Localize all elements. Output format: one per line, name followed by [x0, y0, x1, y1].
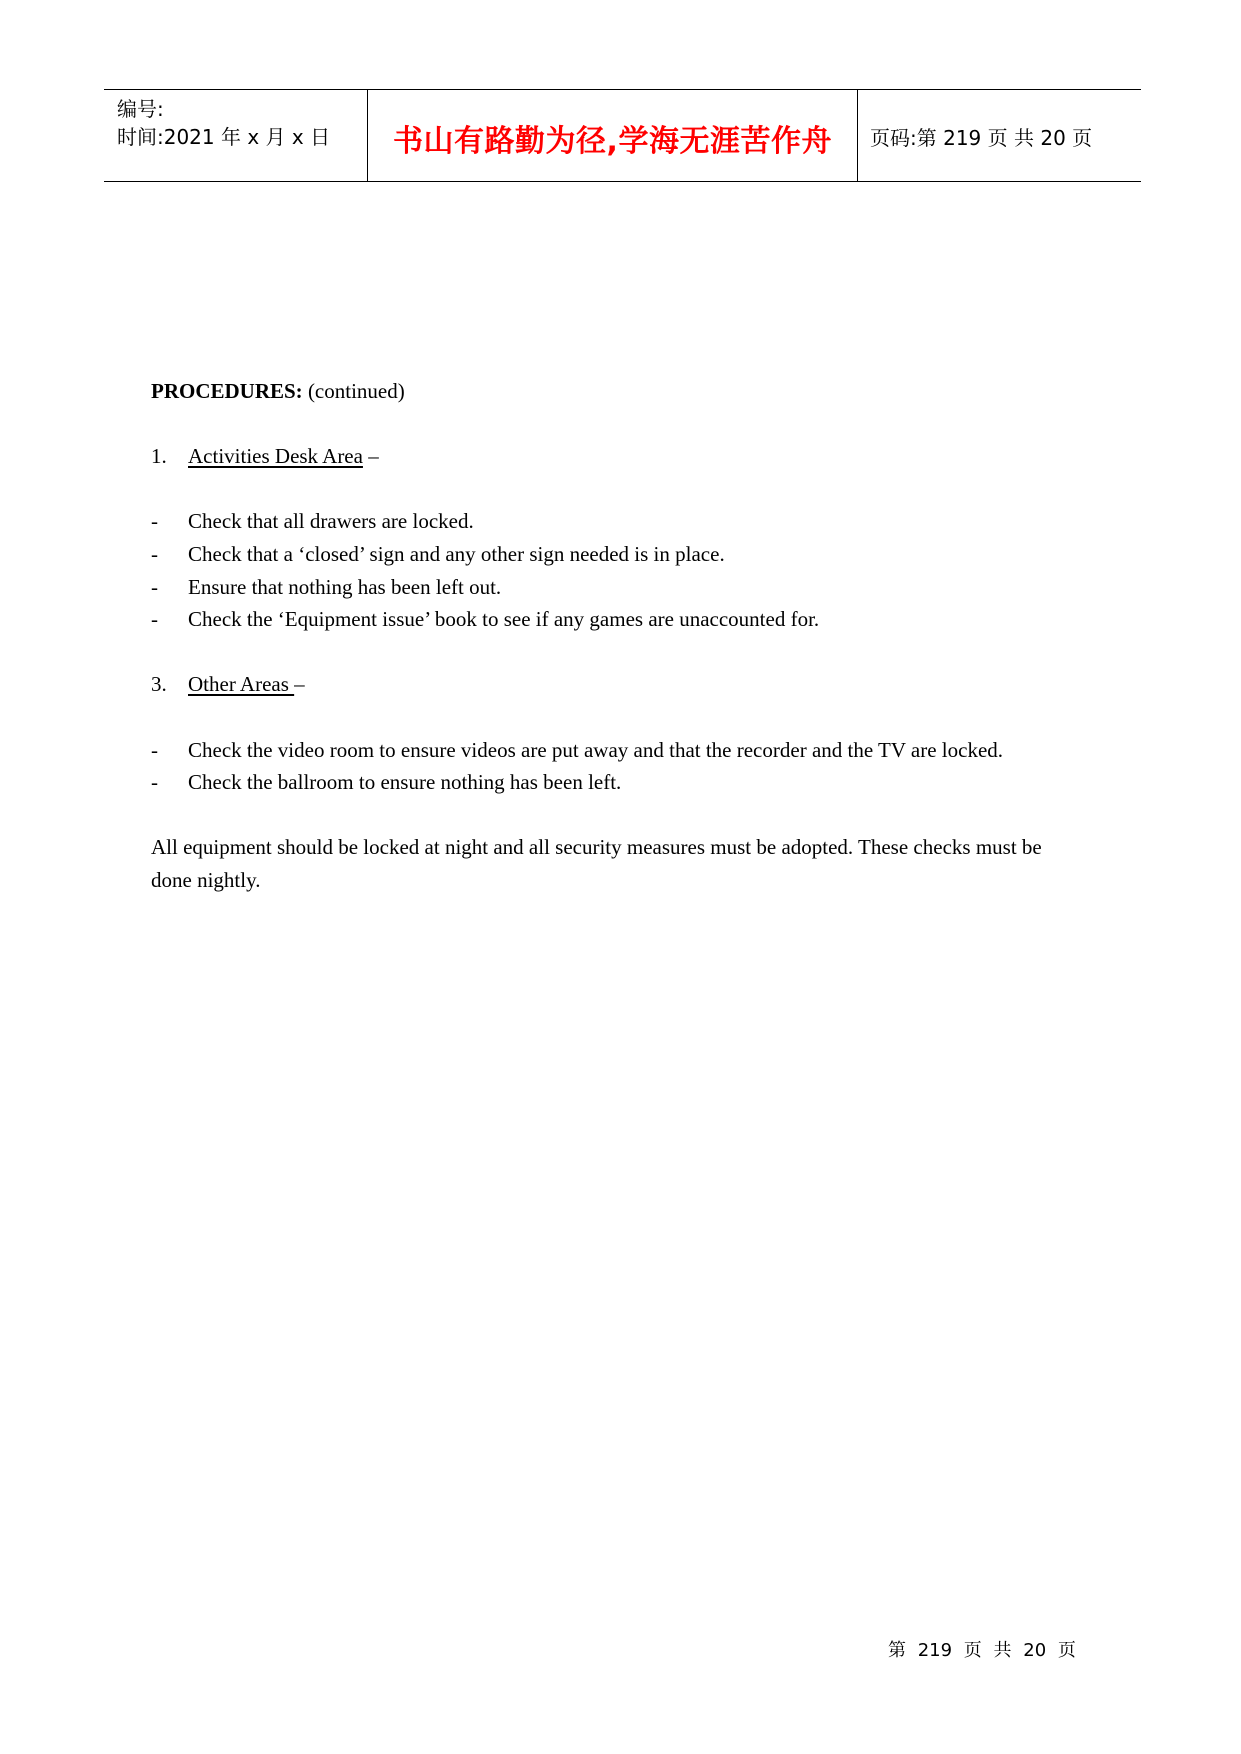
list-item: [151, 603, 1081, 636]
header-meta-cell: [104, 90, 368, 181]
list-item-text: Ensure that nothing has been left out.: [188, 574, 502, 599]
bullet-dash: -: [151, 737, 158, 762]
header-page-cell: [858, 90, 1141, 181]
bullet-dash: -: [151, 541, 158, 566]
list-item-text: Check that a ‘closed’ sign and any other sign needed is in place.: [188, 541, 725, 566]
procedures-heading: [151, 375, 1081, 408]
list-item-text: Check that all drawers are locked.: [188, 509, 474, 534]
page-info: 页码:第 219 页 共 20 页: [870, 126, 1093, 150]
document-body: [151, 375, 1081, 897]
list-item: [151, 734, 1081, 767]
section-number: 1.: [151, 444, 167, 469]
bullet-dash: -: [151, 509, 158, 534]
section-title: Activities Desk Area: [188, 444, 363, 469]
list-item-text: Check the video room to ensure videos are put away and that the recorder and the TV are locked.: [188, 737, 1004, 762]
heading-continued: (continued): [302, 379, 405, 403]
bullet-dash: -: [151, 770, 158, 795]
section-dash: –: [362, 444, 379, 469]
heading-label: PROCEDURES:: [151, 379, 303, 403]
section-number: 3.: [151, 672, 167, 697]
bullet-dash: -: [151, 574, 158, 599]
list-item: [151, 538, 1081, 571]
number-label: 编号:: [117, 97, 164, 121]
section-3-heading: [151, 668, 1081, 701]
list-item-text: Check the ballroom to ensure nothing has been left.: [188, 770, 622, 795]
bullet-dash: -: [151, 607, 158, 632]
document-header: [104, 89, 1141, 182]
time-label: 时间:2021 年 x 月 x 日: [117, 125, 331, 149]
motto-text: 书山有路勤为径,学海无涯苦作舟: [393, 123, 832, 159]
page-footer: 第 219 页 共 20 页: [888, 1640, 1076, 1661]
closing-paragraph: All equipment should be locked at night and all security measures must be adopted. These checks must be done nightly.: [151, 835, 1042, 892]
section-title: Other Areas: [188, 672, 295, 697]
header-motto-cell: [368, 90, 858, 181]
section-dash: –: [294, 672, 305, 697]
list-item-text: Check the ‘Equipment issue’ book to see if any games are unaccounted for.: [188, 607, 820, 632]
list-item: [151, 505, 1081, 538]
list-item: [151, 571, 1081, 604]
list-item: [151, 766, 1081, 799]
section-1-heading: [151, 440, 1081, 473]
